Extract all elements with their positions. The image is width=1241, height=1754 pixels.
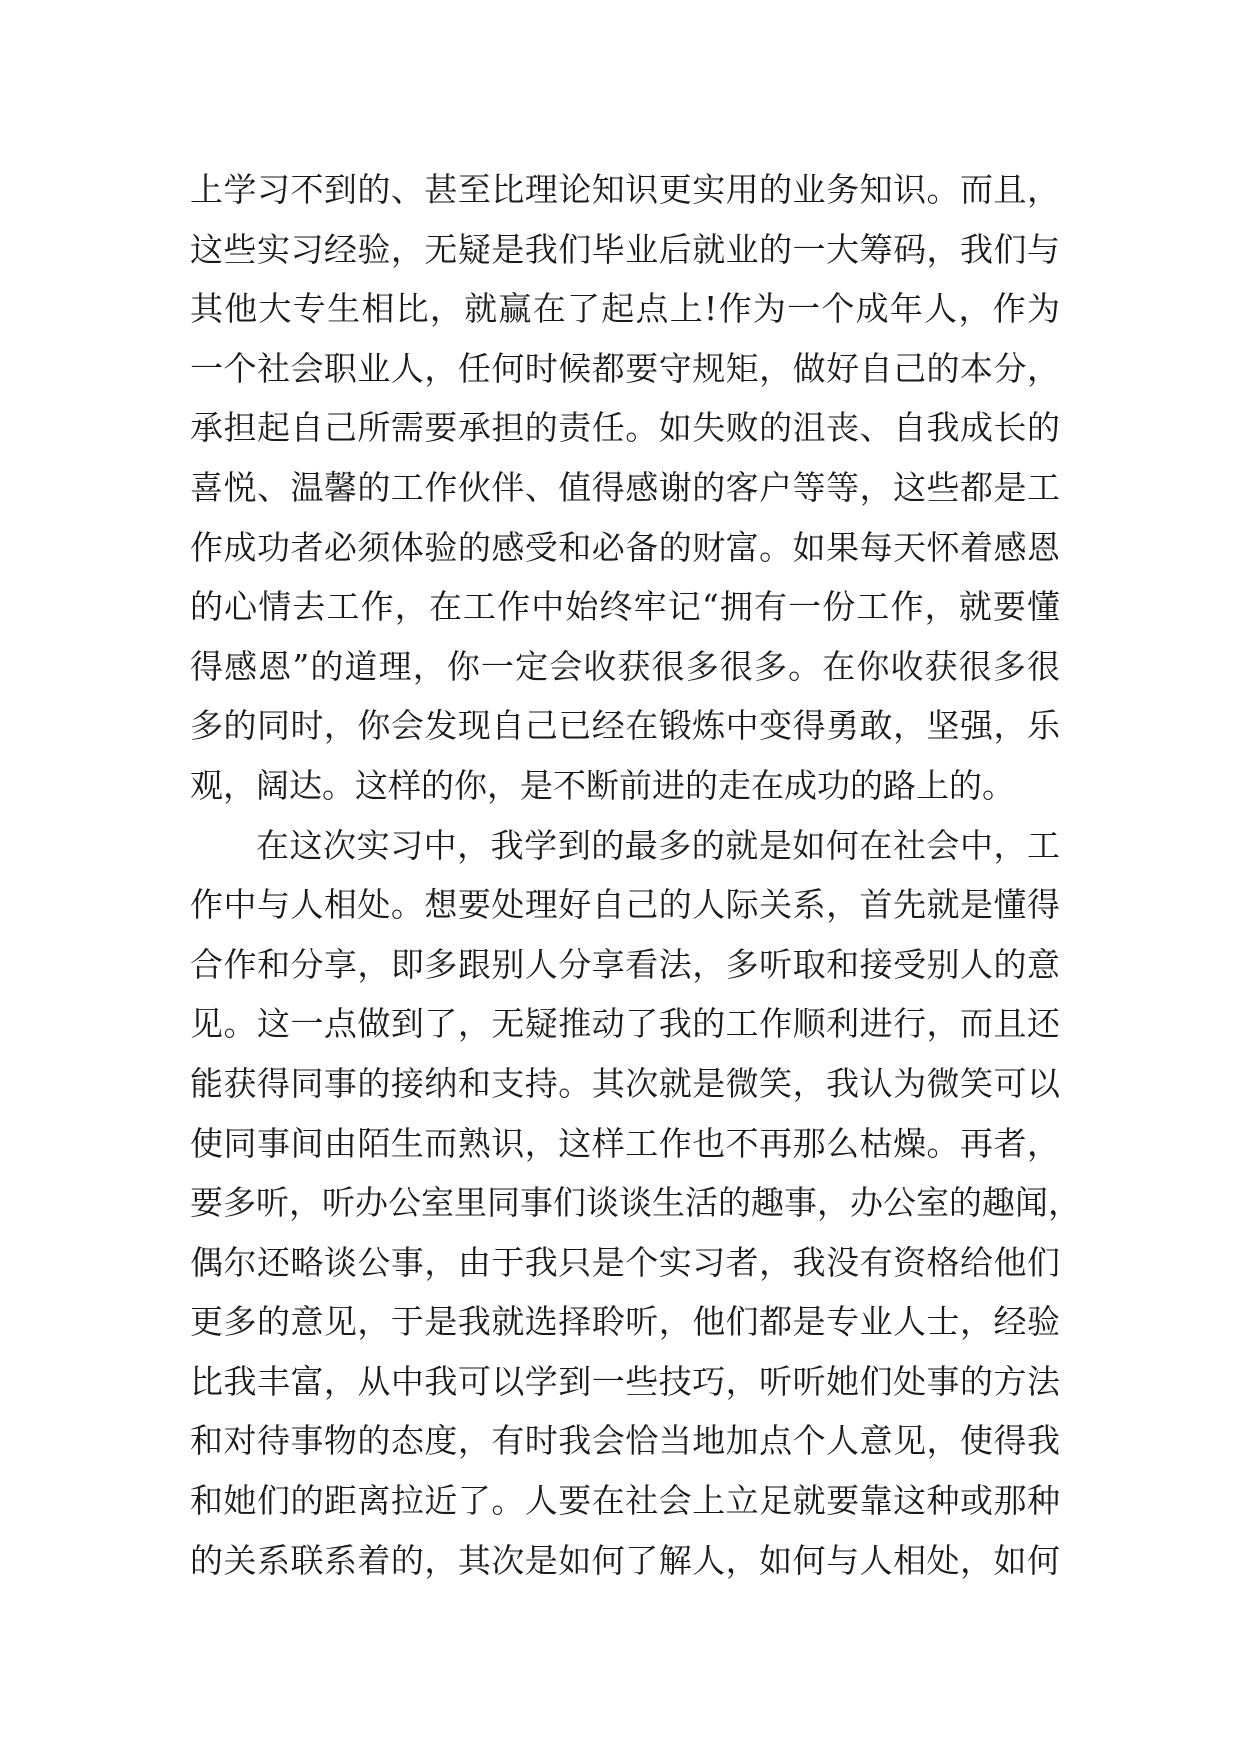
text-line-24: 的关系联系着的，其次是如何了解人，如何与人相处，如何 (190, 1540, 1060, 1580)
text-line-13: 作中与人相处。想要处理好自己的人际关系，首先就是懂得 (190, 885, 1060, 925)
text-line-10: 多的同时，你会发现自己已经在锻炼中变得勇敢，坚强，乐 (190, 706, 1060, 746)
text-line-12: 在这次实习中，我学到的最多的就是如何在社会中，工 (256, 825, 1060, 865)
text-line-19: 偶尔还略谈公事，由于我只是个实习者，我没有资格给他们 (190, 1242, 1060, 1282)
text-line-8: 的心情去工作，在工作中始终牢记“拥有一份工作，就要懂 (190, 587, 1060, 627)
text-line-15: 见。这一点做到了，无疑推动了我的工作顺利进行，而且还 (190, 1004, 1060, 1044)
text-line-14: 合作和分享，即多跟别人分享看法，多听取和接受别人的意 (190, 944, 1060, 984)
text-line-3: 其他大专生相比，就赢在了起点上!作为一个成年人，作为 (190, 289, 1060, 329)
text-line-22: 和对待事物的态度，有时我会恰当地加点个人意见，使得我 (190, 1421, 1060, 1461)
text-line-23: 和她们的距离拉近了。人要在社会上立足就要靠这种或那种 (190, 1481, 1060, 1521)
text-line-5: 承担起自己所需要承担的责任。如失败的沮丧、自我成长的 (190, 408, 1060, 448)
text-line-21: 比我丰富，从中我可以学到一些技巧，听听她们处事的方法 (190, 1361, 1060, 1401)
body-text (190, 160, 1081, 1590)
text-line-20: 更多的意见，于是我就选择聆听，他们都是专业人士，经验 (190, 1302, 1060, 1342)
text-line-1: 上学习不到的、甚至比理论知识更实用的业务知识。而且， (190, 170, 1060, 209)
text-line-4: 一个社会职业人，任何时候都要守规矩，做好自己的本分， (190, 348, 1060, 388)
text-line-11: 观，阔达。这样的你，是不断前进的走在成功的路上的。 (190, 765, 1015, 805)
text-line-2: 这些实习经验，无疑是我们毕业后就业的一大筹码，我们与 (190, 229, 1060, 269)
text-line-7: 作成功者必须体验的感受和必备的财富。如果每天怀着感恩 (190, 527, 1060, 567)
text-line-17: 使同事间由陌生而熟识，这样工作也不再那么枯燥。再者， (190, 1123, 1060, 1163)
text-line-18: 要多听，听办公室里同事们谈谈生活的趣事，办公室的趣闻， (190, 1183, 1081, 1223)
text-line-16: 能获得同事的接纳和支持。其次就是微笑，我认为微笑可以 (190, 1063, 1060, 1103)
text-line-6: 喜悦、温馨的工作伙伴、值得感谢的客户等等，这些都是工 (190, 467, 1060, 507)
text-line-9: 得感恩”的道理，你一定会收获很多很多。在你收获很多很 (190, 646, 1060, 686)
